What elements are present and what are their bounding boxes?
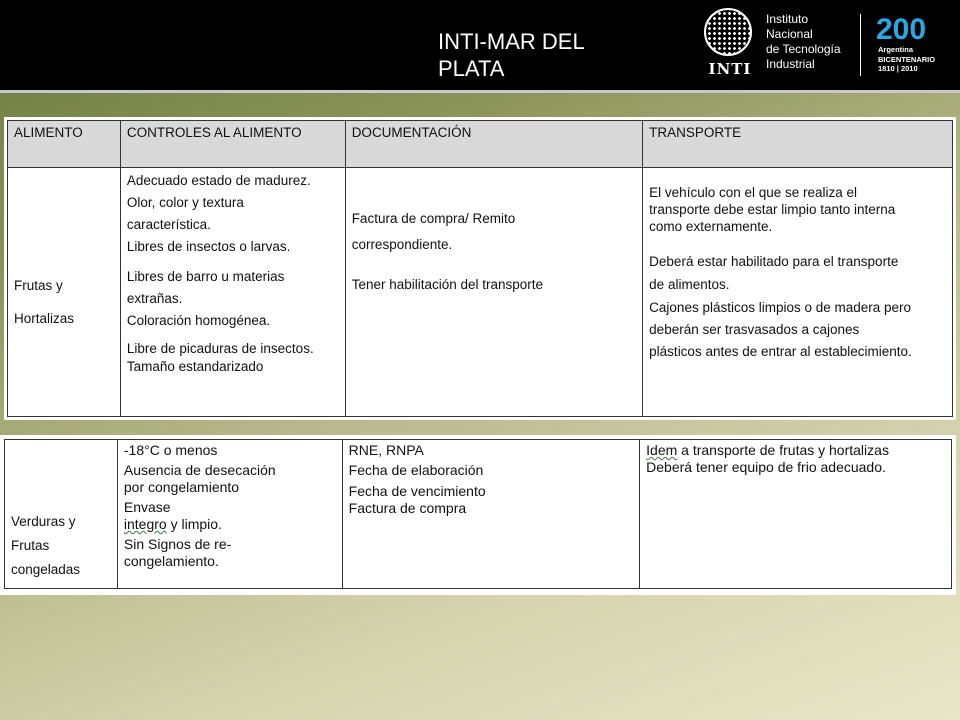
spellcheck-word: Idem bbox=[646, 442, 678, 458]
control-text: y limpio. bbox=[166, 516, 222, 532]
control-line: Sin Signos de re- bbox=[123, 536, 232, 552]
doc-line: RNE, RNPA bbox=[348, 442, 424, 458]
table-header-row bbox=[8, 121, 953, 168]
frozen-table bbox=[4, 439, 952, 589]
doc-line: correspondiente. bbox=[351, 237, 453, 252]
table-row bbox=[5, 440, 952, 589]
transport-text: a transporte de frutas y hortalizas bbox=[677, 442, 889, 458]
food-cell bbox=[8, 168, 121, 417]
inti-logo-word: INTI bbox=[708, 60, 752, 78]
control-line: Tamaño estandarizado bbox=[126, 359, 264, 374]
inti-grid-icon bbox=[704, 8, 752, 56]
control-line: característica. bbox=[126, 217, 211, 232]
transport-cell bbox=[643, 168, 953, 417]
controls-cell bbox=[120, 168, 345, 417]
food-line: Frutas y bbox=[14, 278, 63, 293]
fruits-table bbox=[7, 120, 953, 417]
doc-line: Fecha de vencimiento bbox=[348, 483, 486, 499]
transport-line: como externamente. bbox=[649, 219, 773, 234]
transport-line: Cajones plásticos limpios o de madera pero bbox=[649, 300, 912, 315]
control-line: -18°C o menos bbox=[123, 442, 218, 458]
institute-line: de Tecnología bbox=[766, 42, 841, 56]
bicentenario-number: 200 bbox=[876, 13, 927, 46]
page-title bbox=[438, 28, 638, 82]
bicentenario-logo bbox=[876, 12, 956, 82]
doc-line: Factura de compra bbox=[348, 500, 467, 516]
controls-cell bbox=[117, 440, 342, 589]
header-cell-alimento: ALIMENTO bbox=[8, 121, 121, 168]
food-line: congeladas bbox=[11, 562, 81, 577]
institute-line: Nacional bbox=[766, 27, 813, 41]
institute-line: Instituto bbox=[766, 12, 809, 26]
doc-line: Factura de compra/ Remito bbox=[351, 211, 516, 226]
transport-line bbox=[646, 442, 945, 459]
food-line: Frutas bbox=[11, 538, 50, 553]
control-line: Libre de picaduras de insectos. bbox=[126, 341, 314, 356]
bicentenario-200-icon bbox=[876, 12, 956, 46]
food-line: Verduras y bbox=[11, 514, 76, 529]
control-line: Olor, color y textura bbox=[126, 195, 244, 210]
bicentenario-line: 1810 | 2010 bbox=[878, 64, 918, 73]
control-line: Ausencia de desecación bbox=[123, 462, 276, 478]
spellcheck-word: integro bbox=[123, 516, 167, 532]
transport-line: deberán ser trasvasados a cajones bbox=[649, 322, 860, 337]
header-bar bbox=[0, 0, 960, 90]
institute-line: Industrial bbox=[766, 57, 815, 71]
header-cell-documentacion: DOCUMENTACIÓN bbox=[345, 121, 642, 168]
table-panel-frozen bbox=[0, 435, 956, 595]
control-line: Adecuado estado de madurez. bbox=[126, 173, 311, 188]
institute-name bbox=[766, 12, 841, 72]
header-cell-transporte: TRANSPORTE bbox=[643, 121, 953, 168]
control-line: por congelamiento bbox=[123, 479, 240, 495]
control-line: extrañas. bbox=[126, 291, 183, 306]
transport-cell bbox=[640, 440, 952, 589]
title-line-2: PLATA bbox=[438, 56, 505, 81]
control-line: congelamiento. bbox=[123, 553, 219, 569]
control-line bbox=[124, 516, 336, 533]
doc-line: Fecha de elaboración bbox=[348, 462, 484, 478]
doc-line: Tener habilitación del transporte bbox=[351, 277, 544, 292]
transport-line: plásticos antes de entrar al establecimiento. bbox=[649, 344, 912, 359]
control-line: Envase bbox=[123, 499, 171, 515]
control-line: Libres de barro u materias bbox=[126, 269, 285, 284]
documentation-cell bbox=[342, 440, 639, 589]
control-line: Coloración homogénea. bbox=[126, 313, 271, 328]
inti-logo bbox=[700, 8, 760, 82]
header-cell-controles: CONTROLES AL ALIMENTO bbox=[120, 121, 345, 168]
header-underline bbox=[0, 90, 960, 93]
food-line: Hortalizas bbox=[14, 311, 75, 326]
transport-line: transporte debe estar limpio tanto interna bbox=[649, 202, 896, 217]
food-cell bbox=[5, 440, 118, 589]
bicentenario-line: Argentina bbox=[878, 45, 914, 54]
transport-line: Deberá tener equipo de frio adecuado. bbox=[646, 459, 886, 475]
documentation-cell bbox=[345, 168, 642, 417]
transport-line: de alimentos. bbox=[649, 277, 730, 292]
transport-line: Deberá estar habilitado para el transporte bbox=[649, 254, 899, 269]
title-line-1: INTI-MAR DEL bbox=[438, 29, 585, 54]
table-row bbox=[8, 168, 953, 417]
bicentenario-line: BICENTENARIO bbox=[878, 54, 936, 64]
control-line: Libres de insectos o larvas. bbox=[126, 239, 291, 254]
transport-line: El vehículo con el que se realiza el bbox=[649, 185, 858, 200]
bicentenario-text bbox=[878, 45, 935, 74]
table-panel-fruits bbox=[4, 117, 956, 420]
header-divider bbox=[860, 14, 861, 76]
